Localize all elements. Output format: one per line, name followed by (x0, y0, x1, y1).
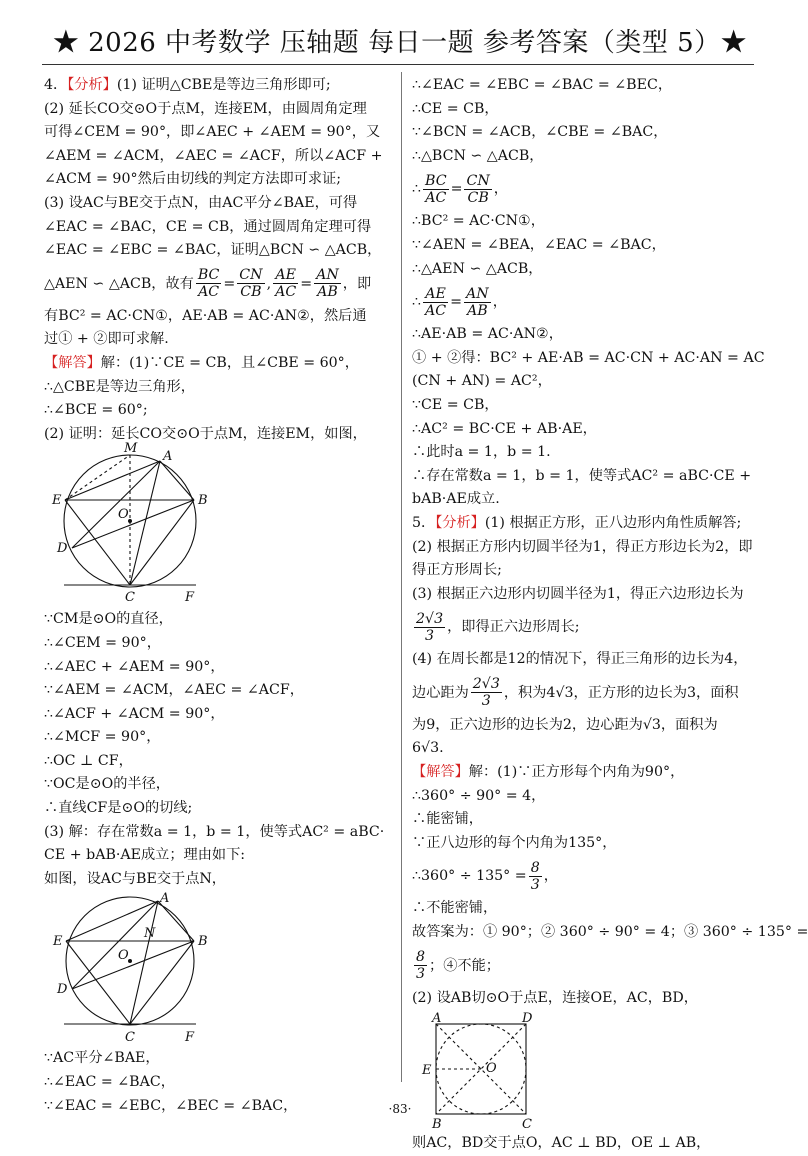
text-line: ∠EAC = ∠BAC，CE = CB，通过圆周角定理可得 (44, 218, 372, 235)
fraction-line (412, 168, 758, 210)
problem-4-analysis-line (44, 74, 392, 98)
label-d: D (57, 982, 68, 998)
numerator: 8 (530, 859, 540, 876)
numerator: AN (466, 285, 489, 302)
text: △AEN ∽ △ACB，故有 (44, 275, 194, 292)
numerator: 2√3 (472, 676, 500, 693)
text-line: ∵∠AEN = ∠BEA，∠EAC = ∠BAC， (412, 236, 666, 253)
comma: , (266, 275, 272, 292)
solution-tag: 【解答】 (44, 354, 101, 371)
text: ，积为4√3，正方形的边长为3，面积 (503, 684, 739, 701)
denominator: AC (425, 302, 447, 319)
page-number: ·83· (388, 1102, 412, 1116)
label-e: E (422, 1063, 432, 1079)
text-line: ∵CM是⊙O的直径， (44, 611, 173, 628)
text-line: 则AC，BD交于点O，AC ⊥ BD，OE ⊥ AB， (412, 1135, 711, 1152)
label-n: N (144, 926, 156, 942)
fraction (273, 267, 298, 300)
text-line: 可得∠CEM = 90°，即∠AEC + ∠AEM = 90°，又 (44, 124, 381, 141)
text-line: ∴∠EAC = ∠EBC = ∠BAC = ∠BEC， (412, 77, 673, 93)
label-b: B (432, 1117, 442, 1133)
right-column (412, 74, 808, 1156)
numerator: 8 (416, 949, 426, 966)
denominator: 3 (425, 627, 435, 644)
text-line: 为9，正六边形的边长为2，边心距为√3，面积为 (412, 716, 718, 733)
circle-tangent-figure-2 (50, 893, 220, 1045)
fraction (464, 173, 491, 206)
text: ；④不能； (429, 957, 500, 974)
solution-line (44, 352, 392, 376)
denominator: CB (467, 189, 489, 206)
left-column (44, 74, 392, 1118)
text-line: ∵CE = CB， (412, 396, 499, 413)
column-divider (401, 72, 402, 1082)
text-line: ∠EAC = ∠EBC = ∠BAC，证明△BCN ∽ △ACB， (44, 242, 382, 259)
text-line: bAB·AE成立. (412, 491, 500, 508)
numerator: BC (197, 267, 220, 284)
equals: = (450, 181, 463, 198)
denominator: 3 (530, 876, 540, 893)
numerator: AE (423, 286, 448, 303)
text-line: ∵正八边形的每个内角为135°， (412, 834, 617, 851)
text-line: (2) 设AB切⊙O于点E，连接OE，AC，BD， (412, 989, 698, 1006)
text: ，即 (342, 275, 372, 292)
text-line: ∠ACM = 90°然后由切线的判定方法即可求证; (44, 171, 341, 188)
label-b: B (198, 493, 208, 509)
fraction-line (412, 672, 758, 714)
label-o: O (486, 1061, 497, 1077)
problem-number: 5． (412, 514, 436, 531)
text: ，即得正六边形周长; (447, 619, 580, 636)
text-line: ∴OC ⊥ CF， (44, 752, 133, 769)
text-line: ∴∠CEM = 90°， (44, 634, 161, 651)
text-line: (3) 解：存在常数a = 1，b = 1，使等式AC² = aBC· (44, 823, 385, 840)
text-line: ∴360° ÷ 90° = 4， (412, 787, 546, 804)
numerator: CN (239, 267, 263, 284)
segment-da (72, 901, 158, 989)
text-line: (3) 根据正六边形内切圆半径为1，得正六边形边长为 (412, 585, 744, 602)
fraction (423, 173, 449, 206)
label-d: D (522, 1011, 533, 1027)
text: (1) 根据正方形，正八边形内角性质解答; (484, 514, 742, 531)
equals: = (223, 275, 236, 292)
text: (1) 证明△CBE是等边三角形即可; (116, 77, 331, 93)
label-e: E (53, 934, 63, 950)
text-line: (CN + AN) = AC²， (412, 373, 552, 390)
text: ， (492, 294, 507, 311)
text-line: ∴∠BCE = 60°; (44, 402, 148, 419)
analysis-tag: 【分析】 (435, 514, 485, 531)
problem-number: 4． (44, 77, 68, 93)
text-line: ∴△AEN ∽ △ACB， (412, 260, 543, 277)
label-d: D (57, 541, 68, 557)
text-line: 如图，设AC与BE交于点N， (44, 870, 226, 887)
text-line: ① + ②得：BC² + AE·AB = AC·CN + AC·AN = AC (412, 349, 765, 366)
fraction (314, 267, 341, 300)
text-line: ∴∠AEC + ∠AEM = 90°， (44, 658, 225, 675)
text: 边心距为 (412, 684, 469, 701)
label-o: O (118, 507, 129, 523)
text-line: 故答案为：① 90°；② 360° ÷ 90° = 4；③ 360° ÷ 135° = (412, 924, 808, 941)
text-line: ∵AC平分∠BAE， (44, 1050, 160, 1067)
text: ∴360° ÷ 135° = (412, 868, 527, 885)
denominator: AC (425, 189, 447, 206)
text-line: ∴CE = CB， (412, 100, 499, 117)
denominator: AB (467, 302, 488, 319)
solution-tag: 【解答】 (412, 764, 469, 781)
numerator: BC (425, 172, 447, 189)
text: 解：(1)∵正方形每个内角为90°， (468, 764, 685, 781)
numerator: AN (316, 267, 339, 284)
text-line: ∴不能密铺， (412, 900, 498, 917)
circle-tangent-figure-1 (50, 441, 220, 606)
fraction-line (44, 263, 392, 305)
numerator: AE (273, 267, 298, 284)
text-line: 有BC² = AC·CN①，AE·AB = AC·AN②，然后通 (44, 307, 367, 324)
fraction-line (412, 606, 758, 648)
denominator: AC (198, 284, 220, 301)
page-header-title: ★ 2026 中考数学 压轴题 每日一题 参考答案（类型 5）★ (52, 28, 748, 58)
text-line: (4) 在周长都是12的情况下，得正三角形的边长为4， (412, 651, 748, 668)
fraction (423, 286, 448, 319)
fraction (471, 676, 502, 709)
fraction-line (412, 855, 758, 897)
segment-ab (158, 901, 194, 941)
label-a: A (160, 891, 170, 907)
text: ∴ (412, 181, 422, 198)
fraction (414, 611, 445, 644)
text-line: ∠AEM = ∠ACM，∠AEC = ∠ACF，所以∠ACF + (44, 147, 383, 164)
analysis-tag: 【分析】 (67, 77, 117, 93)
header-rule (42, 64, 754, 65)
denominator: AB (317, 284, 338, 301)
label-f: F (185, 590, 195, 606)
label-b: B (198, 934, 208, 950)
text-line: ∴直线CF是⊙O的切线; (44, 800, 193, 817)
text-line: ∵∠BCN = ∠ACB，∠CBE = ∠BAC， (412, 124, 668, 141)
numerator: CN (466, 172, 490, 189)
denominator: AC (275, 284, 297, 301)
fraction (464, 286, 491, 319)
label-f: F (185, 1030, 195, 1046)
label-m: M (124, 441, 138, 457)
text-line: ∴△CBE是等边三角形， (44, 378, 195, 395)
fraction (196, 267, 222, 300)
text-line: ∴能密铺， (412, 811, 483, 828)
text: 解：(1)∵CE = CB，且∠CBE = 60°， (100, 354, 359, 371)
text-line: ∴∠MCF = 90°， (44, 729, 161, 746)
label-c: C (522, 1117, 532, 1133)
equals: = (300, 275, 313, 292)
text-line: ∴BC² = AC·CN①， (412, 213, 545, 230)
text-line: ∵∠AEM = ∠ACM，∠AEC = ∠ACF， (44, 682, 304, 699)
fraction (237, 267, 264, 300)
text: ， (493, 181, 508, 198)
text-line: ∴∠EAC = ∠BAC， (44, 1074, 175, 1091)
text-line: 6√3. (412, 740, 444, 757)
text-line: 得正方形周长; (412, 562, 502, 579)
label-o: O (118, 948, 129, 964)
segment-da (72, 461, 160, 548)
label-e: E (52, 493, 62, 509)
fraction (414, 949, 427, 982)
numerator: 2√3 (416, 610, 444, 627)
denominator: 3 (416, 966, 426, 983)
text: ∴ (412, 294, 422, 311)
text-line: ∴AC² = BC·CE + AB·AE， (412, 420, 597, 437)
label-c: C (125, 590, 135, 606)
equals: = (450, 294, 463, 311)
text-line: (2) 延长CO交⊙O于点M，连接EM，由圆周角定理 (44, 100, 367, 117)
text: ， (543, 868, 558, 885)
denominator: 3 (481, 693, 491, 710)
label-c: C (125, 1030, 135, 1046)
text-line: ∴此时a = 1，b = 1. (412, 444, 551, 461)
text-line: ∴AE·AB = AC·AN②， (412, 326, 563, 343)
label-a: A (163, 449, 173, 465)
segment-ea (65, 461, 160, 500)
solution-line (412, 761, 758, 785)
text-line: (2) 根据正方形内切圆半径为1，得正方形边长为2，即 (412, 538, 753, 555)
text-line: (3) 设AC与BE交于点N，由AC平分∠BAE，可得 (44, 194, 358, 211)
text-line: ∴∠ACF + ∠ACM = 90°， (44, 705, 225, 722)
fraction-line (412, 281, 758, 323)
denominator: CB (240, 284, 262, 301)
segment-ab (160, 461, 194, 500)
text-line: ∵∠EAC = ∠EBC，∠BEC = ∠BAC， (44, 1097, 298, 1114)
fraction (529, 860, 542, 893)
text-line: 过① + ②即可求解. (44, 331, 169, 348)
text-line: ∴存在常数a = 1，b = 1，使等式AC² = aBC·CE + (412, 467, 752, 484)
text-line: CE + bAB·AE成立；理由如下: (44, 847, 246, 864)
text-line: (2) 证明：延长CO交⊙O于点M，连接EM，如图， (44, 425, 367, 442)
text-line: ∵OC是⊙O的半径， (44, 776, 170, 793)
label-a: A (432, 1011, 442, 1027)
fraction-line (412, 945, 758, 987)
text-line: ∴△BCN ∽ △ACB， (412, 147, 544, 164)
problem-5-analysis-line (412, 512, 758, 536)
